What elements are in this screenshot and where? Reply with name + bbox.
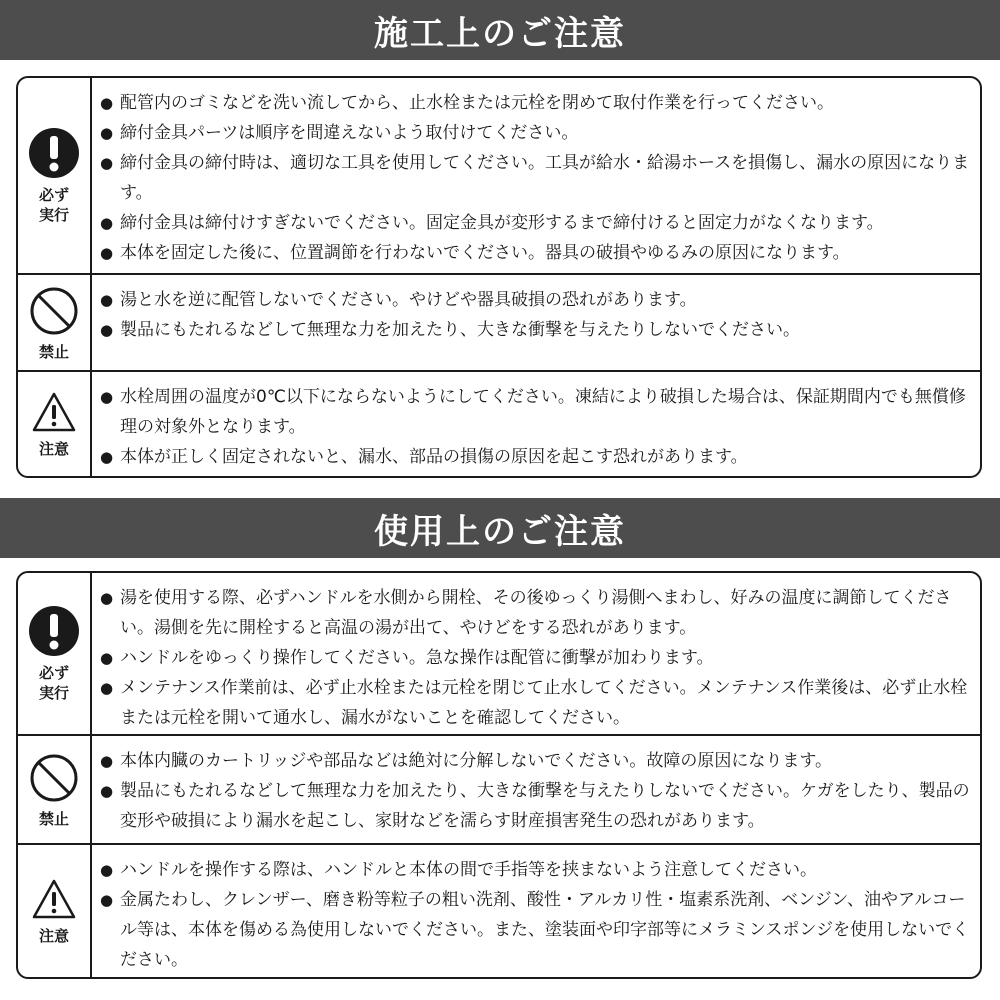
list-item: ● 湯と水を逆に配管しないでください。やけどや器具破損の恐れがあります。 bbox=[100, 290, 697, 310]
prohibited-label: 禁止 bbox=[38, 809, 69, 828]
prohibited-icon-cell bbox=[18, 275, 92, 372]
usage-cautions-box bbox=[16, 571, 982, 979]
prohibited-label: 禁止 bbox=[38, 342, 69, 361]
prohibited-text bbox=[92, 736, 980, 845]
caution-text bbox=[92, 372, 980, 478]
prohibition-icon bbox=[29, 753, 79, 803]
prohibited-text bbox=[92, 275, 980, 372]
list-item: ● 本体内臓のカートリッジや部品などは絶対に分解しないでください。故障の原因になります。 bbox=[100, 751, 832, 771]
prohibited-icon-cell bbox=[18, 736, 92, 845]
section-title: 使用上のご注意 bbox=[374, 511, 626, 552]
section-banner-usage bbox=[0, 498, 1000, 558]
exclamation-circle-icon bbox=[28, 127, 80, 179]
list-item: ● 金属たわし、クレンザー、磨き粉等粒子の粗い洗剤、酸性・アルカリ性・塩素系洗剤、ベンジン、油やアルコール等は、本体を傷める為使用しないでください。また、塗装面や印字部等にメラミンスポンジを使用しないでください。 bbox=[100, 890, 970, 970]
mandatory-text bbox=[92, 78, 980, 273]
prohibited-row bbox=[18, 734, 980, 845]
list-item: ● 湯を使用する際、必ずハンドルを水側から開栓、その後ゆっくり湯側へまわし、好みの温度に調節してください。湯側を先に開栓すると高温の湯が出て、やけどをする恐れがあります。 bbox=[100, 588, 952, 638]
warning-triangle-icon bbox=[31, 878, 77, 920]
list-item: ● 本体を固定した後に、位置調節を行わないでください。器具の破損やゆるみの原因になります。 bbox=[100, 243, 850, 263]
caution-row bbox=[18, 843, 980, 979]
caution-icon-cell bbox=[18, 845, 92, 979]
exclamation-circle-icon bbox=[28, 605, 80, 657]
list-item: ● 締付金具パーツは順序を間違えないよう取付けてください。 bbox=[100, 123, 579, 143]
list-item: ● 締付金具の締付時は、適切な工具を使用してください。工具が給水・給湯ホースを損傷し、漏水の原因になります。 bbox=[100, 153, 970, 203]
mandatory-label: 必ず 実行 bbox=[38, 663, 69, 702]
mandatory-icon-cell bbox=[18, 573, 92, 734]
list-item: ● メンテナンス作業前は、必ず止水栓または元栓を閉じて止水してください。メンテナンス作業後は、必ず止水栓または元栓を開いて通水し、漏水がないことを確認してください。 bbox=[100, 678, 968, 728]
list-item: ● 水栓周囲の温度が0℃以下にならないようにしてください。凍結により破損した場合は、保証期間内でも無償修理の対象外となります。 bbox=[100, 387, 966, 437]
prohibition-icon bbox=[29, 286, 79, 336]
caution-row bbox=[18, 370, 980, 478]
mandatory-icon-cell bbox=[18, 78, 92, 273]
caution-text bbox=[92, 845, 980, 979]
caution-label: 注意 bbox=[38, 927, 69, 945]
warning-triangle-icon bbox=[31, 391, 77, 433]
list-item: ● ハンドルを操作する際は、ハンドルと本体の間で手指等を挟まないよう注意してください。 bbox=[100, 860, 817, 880]
mandatory-row bbox=[18, 573, 980, 734]
list-item: ● 本体が正しく固定されないと、漏水、部品の損傷の原因を起こす恐れがあります。 bbox=[100, 447, 748, 467]
list-item: ● 配管内のゴミなどを洗い流してから、止水栓または元栓を閉めて取付作業を行ってください。 bbox=[100, 93, 834, 113]
mandatory-text bbox=[92, 573, 980, 734]
mandatory-label: 必ず 実行 bbox=[38, 185, 69, 224]
mandatory-row bbox=[18, 78, 980, 273]
list-item: ● ハンドルをゆっくり操作してください。急な操作は配管に衝撃が加わります。 bbox=[100, 648, 714, 668]
section-banner-installation bbox=[0, 0, 1000, 60]
prohibited-row bbox=[18, 273, 980, 372]
list-item: ● 製品にもたれるなどして無理な力を加えたり、大きな衝撃を与えたりしないでください。 bbox=[100, 320, 800, 340]
list-item: ● 締付金具は締付けすぎないでください。固定金具が変形するまで締付けると固定力がなくなります。 bbox=[100, 213, 884, 233]
section-title: 施工上のご注意 bbox=[374, 13, 626, 54]
caution-label: 注意 bbox=[38, 440, 69, 458]
installation-cautions-box bbox=[16, 76, 982, 478]
caution-icon-cell bbox=[18, 372, 92, 478]
list-item: ● 製品にもたれるなどして無理な力を加えたり、大きな衝撃を与えたりしないでください。ケガをしたり、製品の変形や破損により漏水を起こし、家財などを濡らす財産損害発生の恐れがあります。 bbox=[100, 781, 970, 831]
